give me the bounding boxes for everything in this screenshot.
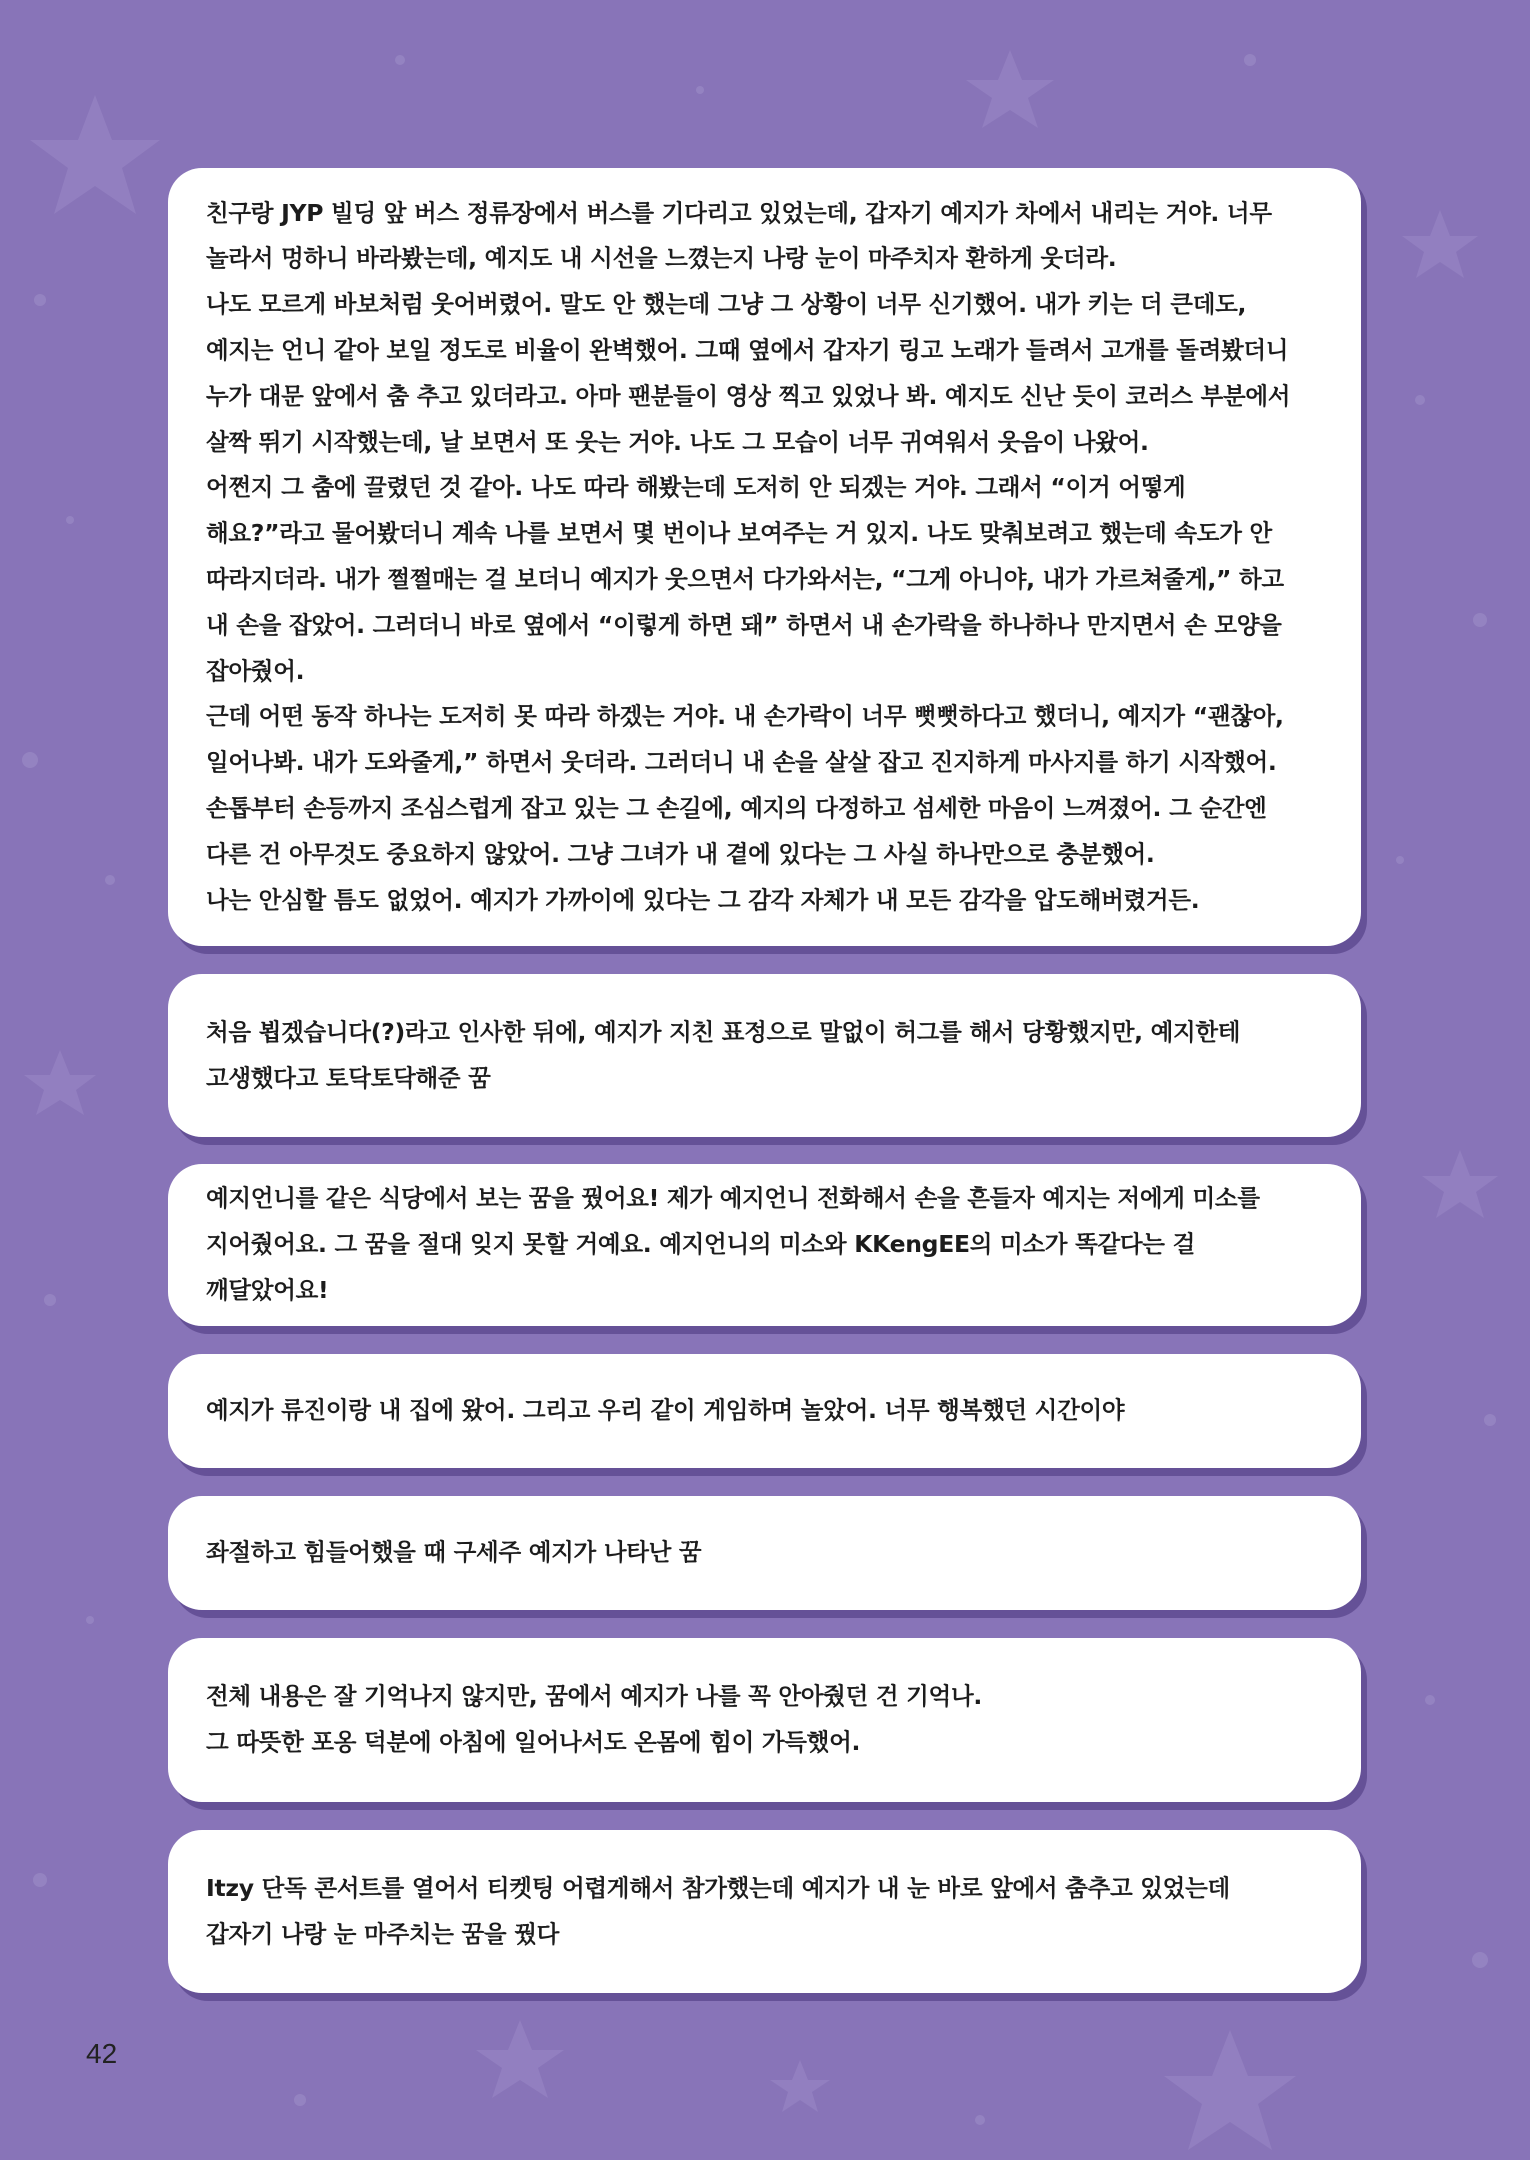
star-decoration [966, 50, 1054, 128]
dream-card-2-paragraph-1: 처음 뵙겠습니다(?)라고 인사한 뒤에, 예지가 지친 표정으로 말없이 허그를 해서 당황했지만, 예지한테 고생했다고 토닥토닥해준 꿈 [206, 1017, 1241, 1092]
star-decoration [30, 95, 160, 214]
dream-card-2 [168, 974, 1361, 1137]
dream-card-1 [168, 168, 1361, 946]
dream-card-5 [168, 1496, 1361, 1610]
dream-card-6-paragraph-2: 그 따뜻한 포옹 덕분에 아침에 일어나서도 온몸에 힘이 가득했어. [206, 1728, 861, 1756]
dream-card-7 [168, 1830, 1361, 1993]
star-decoration [1422, 1150, 1498, 1218]
dream-card-5-paragraph-1: 좌절하고 힘들어했을 때 구세주 예지가 나타난 꿈 [206, 1538, 702, 1567]
dream-card-4-paragraph-1: 예지가 류진이랑 내 집에 왔어. 그리고 우리 같이 게임하며 놀았어. 너무 행복했던 시간이야 [206, 1396, 1125, 1425]
dream-card-1-paragraph-3: 어쩐지 그 춤에 끌렸던 것 같아. 나도 따라 해봤는데 도저히 안 되겠는 거야. 그래서 “이거 어떻게 해요?”라고 물어봤더니 계속 나를 보면서 몇 번이나 보여주는 거 있지. 나도 맞춰보려고 했는데 속도가 안 따라지더라. 내가 쩔쩔매는 걸 보더니 예지가 웃으면서 다가와서는, “그게 아니야, 내가 가르쳐줄게,” 하고 내 손을 잡았어. 그러더니 바로 옆에서 “이렇게 하면 돼” 하면서 내 손가락을 하나하나 만지면서 손 모양을 잡아줬어. [206, 473, 1284, 685]
dream-card-7-paragraph-1: Itzy 단독 콘서트를 열어서 티켓팅 어렵게해서 참가했는데 예지가 내 눈 바로 앞에서 춤추고 있었는데 갑자기 나랑 눈 마주치는 꿈을 꿨다 [206, 1873, 1230, 1948]
dream-card-1-paragraph-1: 친구랑 JYP 빌딩 앞 버스 정류장에서 버스를 기다리고 있었는데, 갑자기 예지가 차에서 내리는 거야. 너무 놀라서 멍하니 바라봤는데, 예지도 내 시선을 느꼈는지 나랑 눈이 마주치자 환하게 웃더라. [206, 198, 1272, 273]
dream-card-6 [168, 1638, 1361, 1802]
star-decoration [1164, 2030, 1296, 2150]
star-decoration [770, 2060, 830, 2112]
dream-card-4 [168, 1354, 1361, 1468]
star-decoration [1402, 210, 1478, 278]
dream-card-1-paragraph-5: 나는 안심할 틈도 없었어. 예지가 가까이에 있다는 그 감각 자체가 내 모든 감각을 압도해버렸거든. [206, 885, 1200, 914]
star-decoration [476, 2020, 564, 2098]
dream-card-3 [168, 1164, 1361, 1326]
dream-card-6-paragraph-1: 전체 내용은 잘 기억나지 않지만, 꿈에서 예지가 나를 꼭 안아줬던 건 기억나. [206, 1682, 982, 1711]
dream-card-1-paragraph-4: 근데 어떤 동작 하나는 도저히 못 따라 하겠는 거야. 내 손가락이 너무 뻣뻣하다고 했더니, 예지가 “괜찮아, 일어나봐. 내가 도와줄게,” 하면서 웃더라. 그러더니 내 손을 살살 잡고 진지하게 마사지를 하기 시작했어. 손톱부터 손등까지 조심스럽게 잡고 있는 그 손길에, 예지의 다정하고 섬세한 마음이 느껴졌어. 그 순간엔 다른 건 아무것도 중요하지 않았어. 그냥 그녀가 내 곁에 있다는 그 사실 하나만으로 충분했어. [206, 702, 1284, 868]
dream-card-1-paragraph-2: 나도 모르게 바보처럼 웃어버렸어. 말도 안 했는데 그냥 그 상황이 너무 신기했어. 내가 키는 더 큰데도, 예지는 언니 같아 보일 정도로 비율이 완벽했어. 그때 옆에서 갑자기 링고 노래가 들려서 고개를 돌려봤더니 누가 대문 앞에서 춤 추고 있더라고. 아마 팬분들이 영상 찍고 있었나 봐. 예지도 신난 듯이 코러스 부분에서 살짝 뛰기 시작했는데, 날 보면서 또 웃는 거야. 나도 그 모습이 너무 귀여워서 웃음이 나왔어. [206, 290, 1291, 456]
page-number: 42 [86, 2038, 118, 2069]
star-decoration [24, 1050, 96, 1115]
dream-card-3-paragraph-1: 예지언니를 같은 식당에서 보는 꿈을 꿨어요! 제가 예지언니 전화해서 손을 흔들자 예지는 저에게 미소를 지어줬어요. 그 꿈을 절대 잊지 못할 거예요. 예지언니의 미소와 KKengEE의 미소가 똑같다는 걸 깨달았어요! [206, 1184, 1260, 1304]
